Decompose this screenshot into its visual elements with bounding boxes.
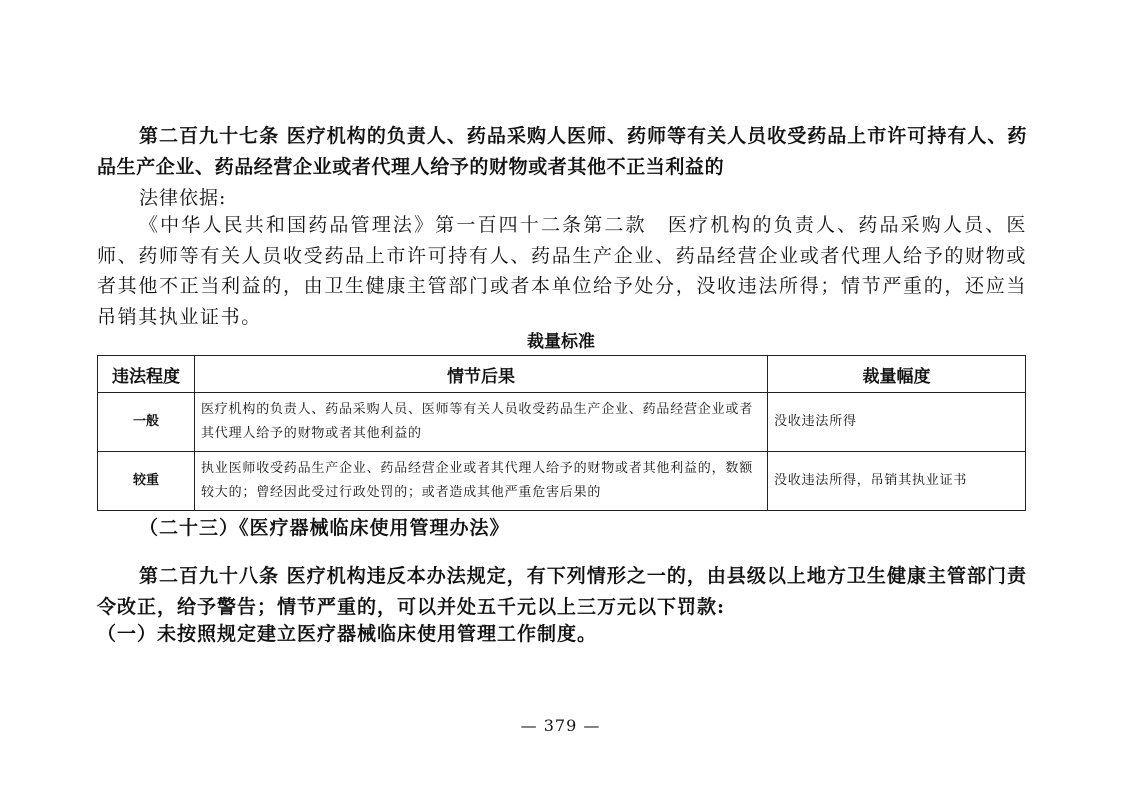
table-row xyxy=(98,452,1026,511)
column-header-circumstance: 情节后果 xyxy=(195,356,768,393)
column-header-penalty: 裁量幅度 xyxy=(768,356,1026,393)
article-297-heading: 第二百九十七条 医疗机构的负责人、药品采购人医师、药师等有关人员收受药品上市许可持有人、药品生产企业、药品经营企业或者代理人给予的财物或者其他不正当利益的 xyxy=(97,125,1027,178)
degree-cell: 一般 xyxy=(98,393,195,452)
circumstance-cell: 执业医师收受药品生产企业、药品经营企业或者其代理人给予的财物或者其他利益的，数额较大的；曾经因此受过行政处罚的；或者造成其他严重危害后果的 xyxy=(195,452,768,511)
section-23-heading: （二十三）《医疗器械临床使用管理办法》 xyxy=(139,517,510,539)
column-header-degree: 违法程度 xyxy=(98,356,195,393)
table-title: 裁量标准 xyxy=(527,332,595,352)
article-298-item-1: （一）未按照规定建立医疗器械临床使用管理工作制度。 xyxy=(97,623,598,645)
legal-basis-text: 《中华人民共和国药品管理法》第一百四十二条第二款 医疗机构的负责人、药品采购人员、医师、药师等有关人员收受药品上市许可持有人、药品生产企业、药品经营企业或者代理人给予的财物或者其他不正当利益的，由卫生健康主管部门或者本单位给予处分，没收违法所得；情节严重的，还应当吊销其执业证书。 xyxy=(97,214,1027,328)
legal-basis-label: 法律依据: xyxy=(139,187,227,209)
table-header-row xyxy=(98,356,1026,393)
circumstance-cell: 医疗机构的负责人、药品采购人员、医师等有关人员收受药品生产企业、药品经营企业或者其代理人给予的财物或者其他利益的 xyxy=(195,393,768,452)
article-298-text: 第二百九十八条 医疗机构违反本办法规定，有下列情形之一的，由县级以上地方卫生健康主管部门责令改正，给予警告；情节严重的，可以并处五千元以上三万元以下罚款: xyxy=(97,565,1027,618)
penalty-cell: 没收违法所得，吊销其执业证书 xyxy=(768,452,1026,511)
table-row xyxy=(98,393,1026,452)
discretion-standard-table xyxy=(97,355,1026,511)
page-number: — 379 — xyxy=(520,716,601,735)
penalty-cell: 没收违法所得 xyxy=(768,393,1026,452)
degree-cell: 较重 xyxy=(98,452,195,511)
